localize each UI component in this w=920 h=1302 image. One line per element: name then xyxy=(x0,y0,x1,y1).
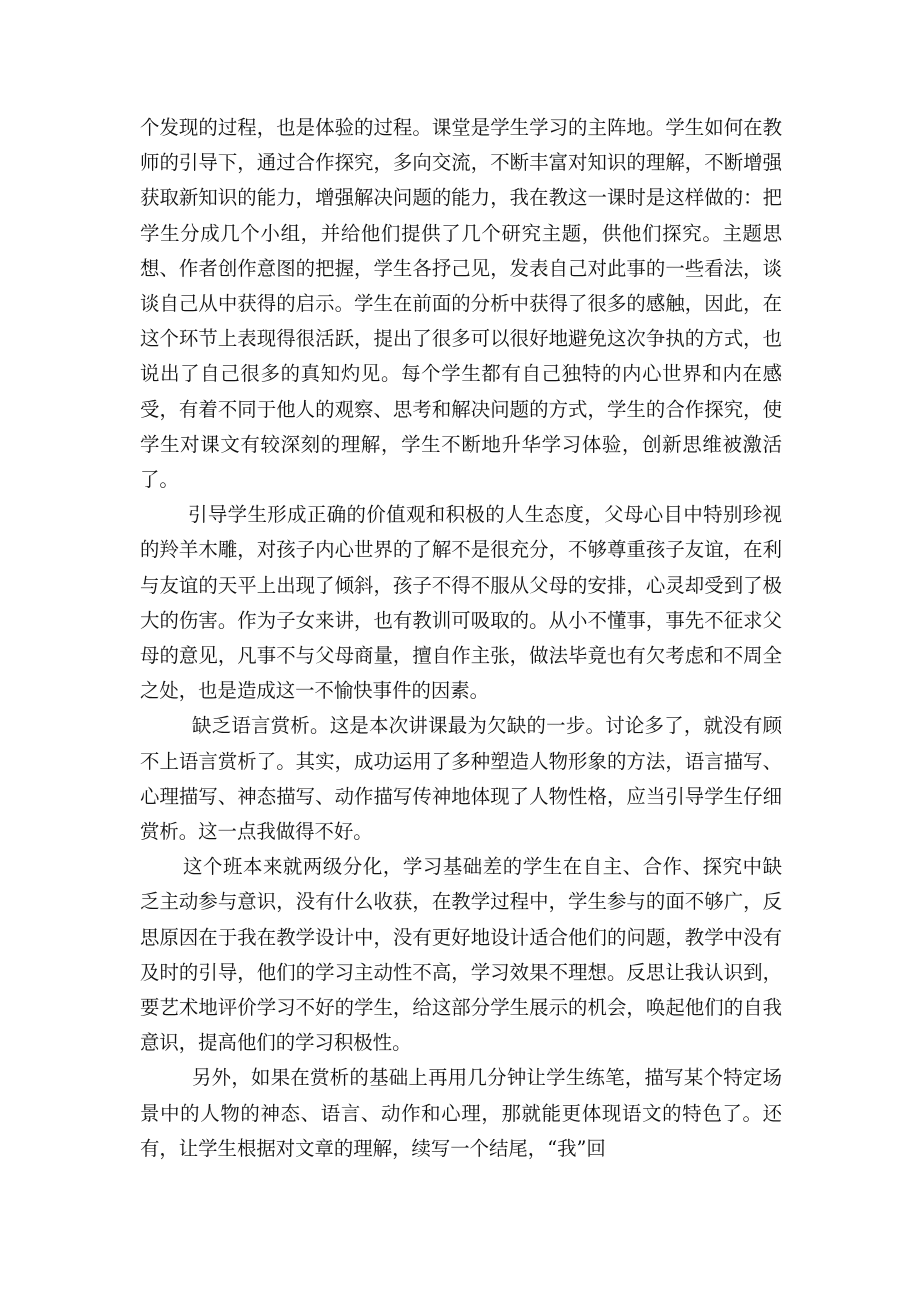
paragraph-writing-practice: 另外，如果在赏析的基础上再用几分钟让学生练笔，描写某个特定场景中的人物的神态、语言、动作和心理，那就能更体现语文的特色了。还有，让学生根据对文章的理解，续写一个结尾，“我”回 xyxy=(140,1066,782,1160)
paragraph-language-analysis: 缺乏语言赏析。这是本次讲课最为欠缺的一步。讨论多了，就没有顾不上语言赏析了。其实，成功运用了多种塑造人物形象的方法，语言描写、心理描写、神态描写、动作描写传神地体现了人物性格，应当引导学生仔细赏析。这一点我做得不好。 xyxy=(140,714,782,844)
document-body xyxy=(140,110,782,1166)
paragraph-values-guidance: 引导学生形成正确的价值观和积极的人生态度，父母心目中特别珍视的羚羊木雕，对孩子内心世界的了解不是很充分，不够尊重孩子友谊，在利与友谊的天平上出现了倾斜，孩子不得不服从父母的安排，心灵却受到了极大的伤害。作为子女来讲，也有教训可吸取的。从小不懂事，事先不征求父母的意见，凡事不与父母商量，擅自作主张，做法毕竟也有欠考虑和不周全之处，也是造成这一不愉快事件的因素。 xyxy=(140,503,782,703)
paragraph-class-differentiation: 这个班本来就两级分化，学习基础差的学生在自主、合作、探究中缺乏主动参与意识，没有什么收获，在教学过程中，学生参与的面不够广，反思原因在于我在教学设计中，没有更好地设计适合他们的问题，教学中没有及时的引导，他们的学习主动性不高，学习效果不理想。反思让我认识到，要艺术地评价学习不好的学生，给这部分学生展示的机会，唤起他们的自我意识，提高他们的学习积极性。 xyxy=(140,855,782,1055)
paragraph-collaboration-inquiry: 个发现的过程，也是体验的过程。课堂是学生学习的主阵地。学生如何在教师的引导下，通过合作探究，多向交流，不断丰富对知识的理解，不断增强获取新知识的能力，增强解决问题的能力，我在教这一课时是这样做的：把学生分成几个小组，并给他们提供了几个研究主题，供他们探究。主题思想、作者创作意图的把握，学生各抒己见，发表自己对此事的一些看法，谈谈自己从中获得的启示。学生在前面的分析中获得了很多的感触，因此，在这个环节上表现得很活跃，提出了很多可以很好地避免这次争执的方式，也说出了自己很多的真知灼见。每个学生都有自己独特的内心世界和内在感受，有着不同于他人的观察、思考和解决问题的方式，学生的合作探究，使学生对课文有较深刻的理解，学生不断地升华学习体验，创新思维被激活了。 xyxy=(140,116,782,492)
